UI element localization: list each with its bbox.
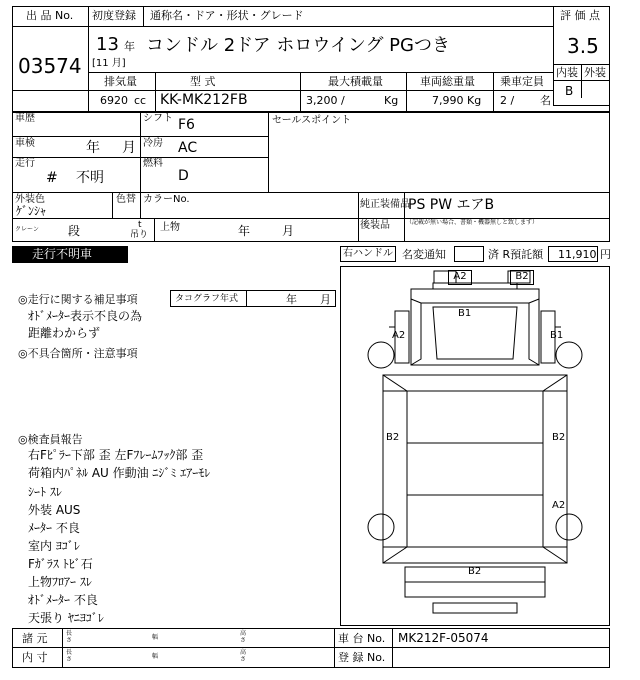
color-change-label: 色替: [116, 194, 136, 205]
name-change-label: 名変通知: [402, 248, 446, 261]
supplement-title: ◎走行に関する補足事項: [18, 293, 138, 306]
cab-tag: B1: [458, 308, 472, 319]
specs-label: 諸 元: [22, 632, 48, 645]
supplement-line-1: ｵﾄﾞﾒｰﾀｰ表示不良の為: [28, 309, 143, 323]
report-line: 右Fﾋﾟﾗｰ下部 歪 左Fﾌﾚｰﾑﾌｯｸ部 歪: [28, 448, 204, 462]
divider: [112, 192, 113, 218]
divider: [392, 628, 393, 668]
upper-label: 上物: [160, 222, 180, 233]
ext-color-value: ｹﾞﾝｼｬ: [16, 204, 47, 218]
max-load-unit: Kg: [384, 94, 399, 107]
no-mileage-banner: 走行不明車: [12, 246, 128, 263]
left-panel-tag: B2: [386, 432, 400, 443]
inspection-label: 車検: [15, 138, 35, 149]
right-handle: 右ハンドル: [343, 248, 393, 259]
fuel-value: D: [178, 168, 189, 184]
divider: [140, 112, 141, 192]
crane-stage: 段: [68, 224, 81, 238]
retrofit-note: （記載が無い場合、書類・機器無しと致します）: [406, 219, 539, 226]
model-code: KK-MK212FB: [160, 92, 248, 108]
divider: [154, 218, 155, 242]
left-door-tag: A2: [392, 330, 406, 341]
right-panel-tag: B2: [552, 432, 566, 443]
divider: [62, 628, 63, 668]
divider: [300, 72, 301, 112]
report-line: 上物ﾌﾛｱｰ ｽﾚ: [28, 575, 92, 589]
width-label: 幅: [152, 634, 159, 641]
ac-label: 冷房: [143, 138, 163, 149]
displacement-label: 排気量: [104, 75, 137, 88]
upper-month: 月: [282, 224, 295, 238]
rear-gate-tag: B2: [468, 566, 482, 577]
chassis-label: 車 台 No.: [338, 632, 386, 645]
sales-point-label: セールスポイント: [272, 115, 352, 126]
exterior-label: 外装: [584, 66, 606, 79]
gross-weight-value: 7,990 Kg: [432, 94, 482, 107]
report-line: Fｶﾞﾗｽ ﾄﾋﾞ石: [28, 557, 93, 571]
deposit-unit: 円: [600, 248, 611, 261]
fuel-label: 燃料: [143, 158, 163, 169]
ac-value: AC: [178, 140, 198, 156]
front-right-mirror-tag: B2: [510, 270, 534, 285]
lot-label: 出 品 No.: [26, 9, 74, 22]
right-door-tag: B1: [550, 330, 564, 341]
deposit-value: 11,910: [558, 248, 597, 261]
divider: [12, 647, 610, 648]
divider: [155, 72, 156, 112]
max-load-value: 3,200 /: [306, 94, 345, 107]
reg-month: [11 月]: [92, 58, 126, 69]
interior-dim-label: 内 寸: [22, 651, 48, 664]
divider: [581, 64, 582, 98]
model-desc-label: 通称名・ドア・形状・グレード: [150, 9, 304, 22]
chassis-number: MK212F-05074: [398, 631, 489, 645]
length-label: 長さ: [66, 630, 73, 644]
capacity-value: 2 /: [500, 94, 515, 107]
upper-year: 年: [238, 224, 251, 238]
divider: [406, 72, 407, 112]
height-label: 高さ: [240, 649, 247, 663]
divider: [12, 157, 268, 158]
divider: [493, 72, 494, 112]
mileage-value: 不明: [76, 170, 104, 186]
divider: [12, 136, 268, 137]
history-label: 車歴: [15, 113, 35, 124]
inspector-title: ◎検査員報告: [18, 433, 83, 446]
inspection-year: 年: [86, 140, 100, 156]
model-code-label: 型 式: [190, 75, 216, 88]
color-no-label: カラーNo.: [143, 194, 190, 205]
divider: [140, 192, 141, 218]
divider: [334, 628, 335, 668]
divider: [143, 6, 144, 26]
divider: [12, 90, 88, 91]
tacho-month: 月: [320, 293, 331, 306]
gross-weight-label: 車両総重量: [420, 75, 475, 88]
width-label: 幅: [152, 653, 159, 660]
interior-grade: B: [565, 84, 574, 98]
right-rear-tag: A2: [552, 500, 566, 511]
height-label: 高さ: [240, 630, 247, 644]
report-line: ｵﾄﾞﾒｰﾀｰ 不良: [28, 593, 98, 607]
tax-label: 済 R預託額: [488, 248, 544, 261]
supplement-line-2: 距離わからず: [28, 326, 101, 340]
rating-label: 評 価 点: [560, 9, 600, 22]
crane-label: クレーン: [15, 226, 39, 233]
divider: [88, 6, 89, 112]
report-line: 天張り ﾔﾆﾖｺﾞﾚ: [28, 611, 104, 625]
report-line: 室内 ﾖｺﾞﾚ: [28, 539, 80, 553]
retrofit-label: 後装品: [360, 220, 390, 231]
capacity-unit: 名: [540, 94, 551, 107]
model-name: コンドル 2ドア ホロウイング PGつき: [146, 35, 450, 56]
interior-label: 内装: [556, 66, 578, 79]
crane-hoist: 吊り: [130, 230, 149, 240]
shift-value: F6: [178, 117, 195, 133]
divider: [12, 26, 553, 27]
inspection-month: 月: [122, 140, 136, 156]
tacho-year: 年: [286, 293, 297, 306]
shift-label: シフト: [143, 113, 173, 124]
rating-value: 3.5: [567, 34, 599, 58]
report-line: 外装 AUS: [28, 503, 81, 517]
footer-frame: [12, 628, 610, 668]
divider: [12, 192, 610, 193]
divider: [268, 112, 269, 192]
reg-year-unit: 年: [124, 40, 135, 53]
registration-label: 登 録 No.: [338, 651, 386, 664]
equipment-value: PS PW エアB: [408, 197, 495, 213]
report-line: 荷箱内ﾊﾟﾈﾙ AU 作動油 ﾆｼﾞﾐ ｴｱｰﾓﾚ: [28, 466, 211, 480]
divider: [246, 290, 247, 307]
name-change-box: [454, 246, 484, 262]
displacement-unit: cc: [134, 94, 147, 107]
capacity-label: 乗車定員: [500, 75, 544, 88]
mileage-label: 走行: [15, 158, 35, 169]
max-load-label: 最大積載量: [328, 75, 383, 88]
front-left-mirror-tag: A2: [448, 270, 472, 285]
report-line: ﾒｰﾀｰ 不良: [28, 521, 80, 535]
defects-title: ◎不具合箇所・注意事項: [18, 347, 138, 360]
crane-ton: t: [138, 220, 142, 230]
divider: [88, 90, 553, 91]
divider: [358, 192, 359, 242]
equipment-label: 純正装備品: [360, 199, 410, 210]
divider: [88, 72, 553, 73]
report-line: ｼｰﾄ ｽﾚ: [28, 485, 62, 499]
tacho-label: タコグラフ年式: [175, 294, 239, 304]
ext-color-label: 外装色: [15, 194, 45, 205]
displacement-value: 6920: [100, 94, 128, 107]
reg-year: 13: [96, 34, 119, 55]
lot-number: 03574: [18, 54, 82, 78]
length-label: 長さ: [66, 649, 73, 663]
first-reg-label: 初度登録: [92, 9, 136, 22]
mileage-hash: #: [46, 170, 58, 186]
